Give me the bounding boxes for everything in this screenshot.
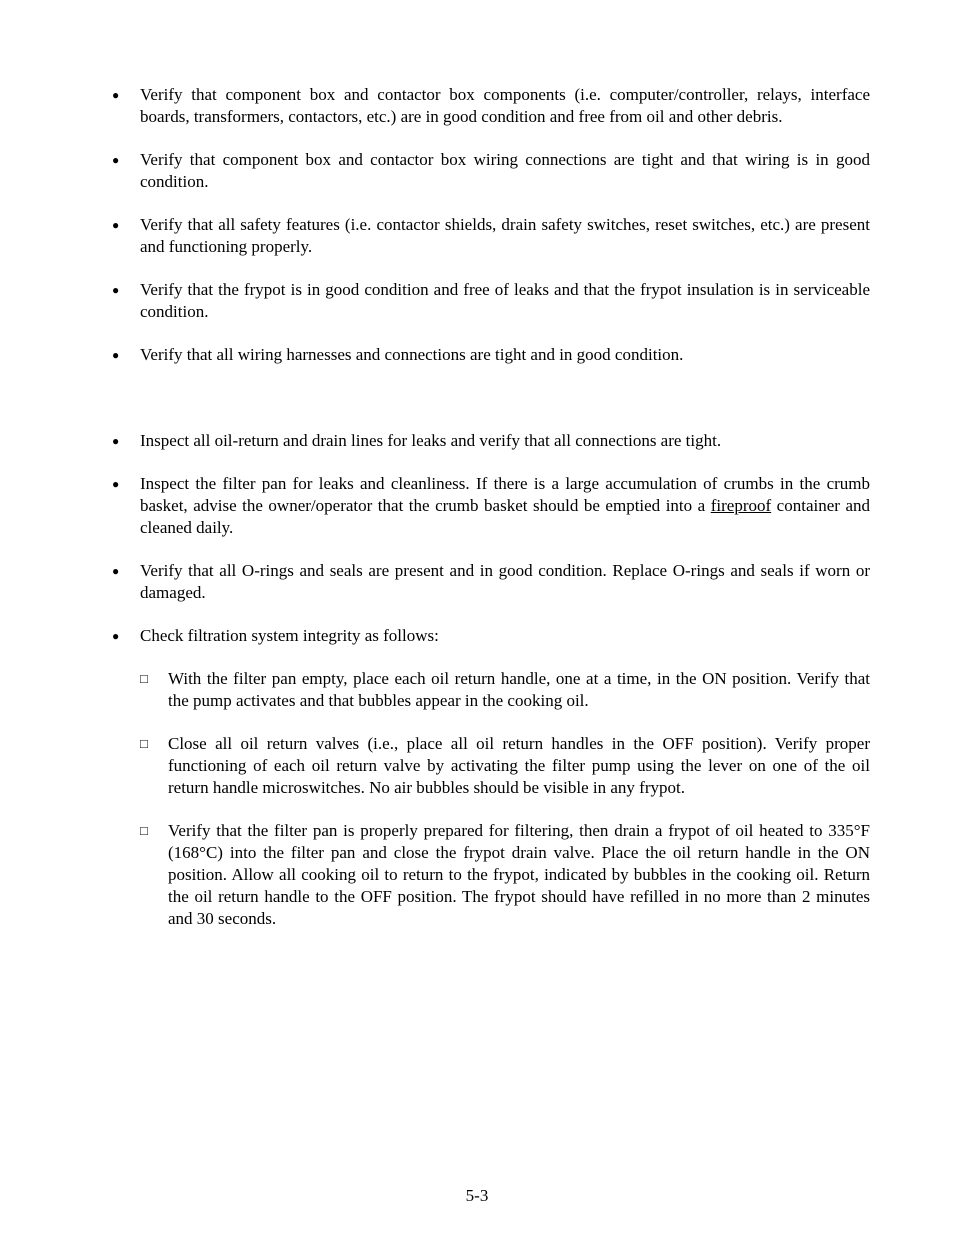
list-item (112, 560, 870, 604)
bullet-icon: ● (112, 564, 120, 578)
sub-list-item-text: Verify that the filter pan is properly prepared for filtering, then drain a frypot of oil heated to 335°F (168°C) into the filter pan and close the frypot drain valve. Place the oil return handle in the ON position. Allow all cooking oil to return to the frypot, indicated by bubbles in the cooking oil. Return the oil return handle to the OFF position. The frypot should have refilled in no more than 2 minutes and 30 seconds. (168, 821, 870, 928)
bullet-icon: ● (112, 477, 120, 491)
list-item (112, 625, 870, 647)
bullet-icon: ● (112, 218, 120, 232)
list-item-text: Verify that all O-rings and seals are present and in good condition. Replace O-rings and seals if worn or damaged. (140, 561, 870, 602)
bullet-icon: ● (112, 434, 120, 448)
list-item-text: Inspect the filter pan for leaks and cleanliness. If there is a large accumulation of crumbs in the crumb basket, advise the owner/operator that the crumb basket should be emptied into a (140, 474, 870, 515)
page-number: 5-3 (465, 1186, 489, 1205)
bullet-icon: ● (112, 629, 120, 643)
list-item-text: Verify that all safety features (i.e. contactor shields, drain safety switches, reset switches, etc.) are present and functioning properly. (140, 215, 870, 256)
list-item-text: Verify that the frypot is in good condition and free of leaks and that the frypot insulation is in serviceable condition. (140, 280, 870, 321)
checkbox-icon: □ (140, 736, 148, 751)
list-item (112, 214, 870, 258)
bullet-icon: ● (112, 153, 120, 167)
list-item-text: Verify that component box and contactor box components (i.e. computer/controller, relays, interface boards, transformers, contactors, etc.) are in good condition and free from oil and other debris. (140, 85, 870, 126)
checkbox-icon: □ (140, 823, 148, 838)
bullet-icon: ● (112, 88, 120, 102)
sub-list-item (140, 668, 870, 712)
list-item-text: Inspect all oil-return and drain lines for leaks and verify that all connections are tight. (140, 431, 722, 450)
list-item (112, 84, 870, 128)
list-item-text: Verify that component box and contactor box wiring connections are tight and that wiring is in good condition. (140, 150, 870, 191)
list-item-text: Verify that all wiring harnesses and connections are tight and in good condition. (140, 345, 684, 364)
list-item (112, 279, 870, 323)
sub-list-item-text: Close all oil return valves (i.e., place all oil return handles in the OFF position). Verify proper functioning of each oil return valve by activating the filter pump using the lever on one of the oil return handle microswitches. No air bubbles should be visible in any frypot. (168, 734, 870, 797)
list-item-text: container and cleaned daily. (140, 496, 870, 537)
list-item (112, 149, 870, 193)
bullet-icon: ● (112, 283, 120, 297)
bullet-icon: ● (112, 348, 120, 362)
document-body (112, 84, 870, 930)
list-item (112, 473, 870, 539)
sub-list-item-text: With the filter pan empty, place each oil return handle, one at a time, in the ON position. Verify that the pump activates and that bubbles appear in the cooking oil. (168, 669, 870, 710)
list-item (112, 344, 870, 366)
list-item-text: Check filtration system integrity as follows: (140, 626, 439, 645)
sub-list-item (140, 820, 870, 930)
underlined-word: fireproof (710, 496, 772, 515)
list-item (112, 430, 870, 452)
checkbox-icon: □ (140, 671, 148, 686)
sub-list-item (140, 733, 870, 799)
